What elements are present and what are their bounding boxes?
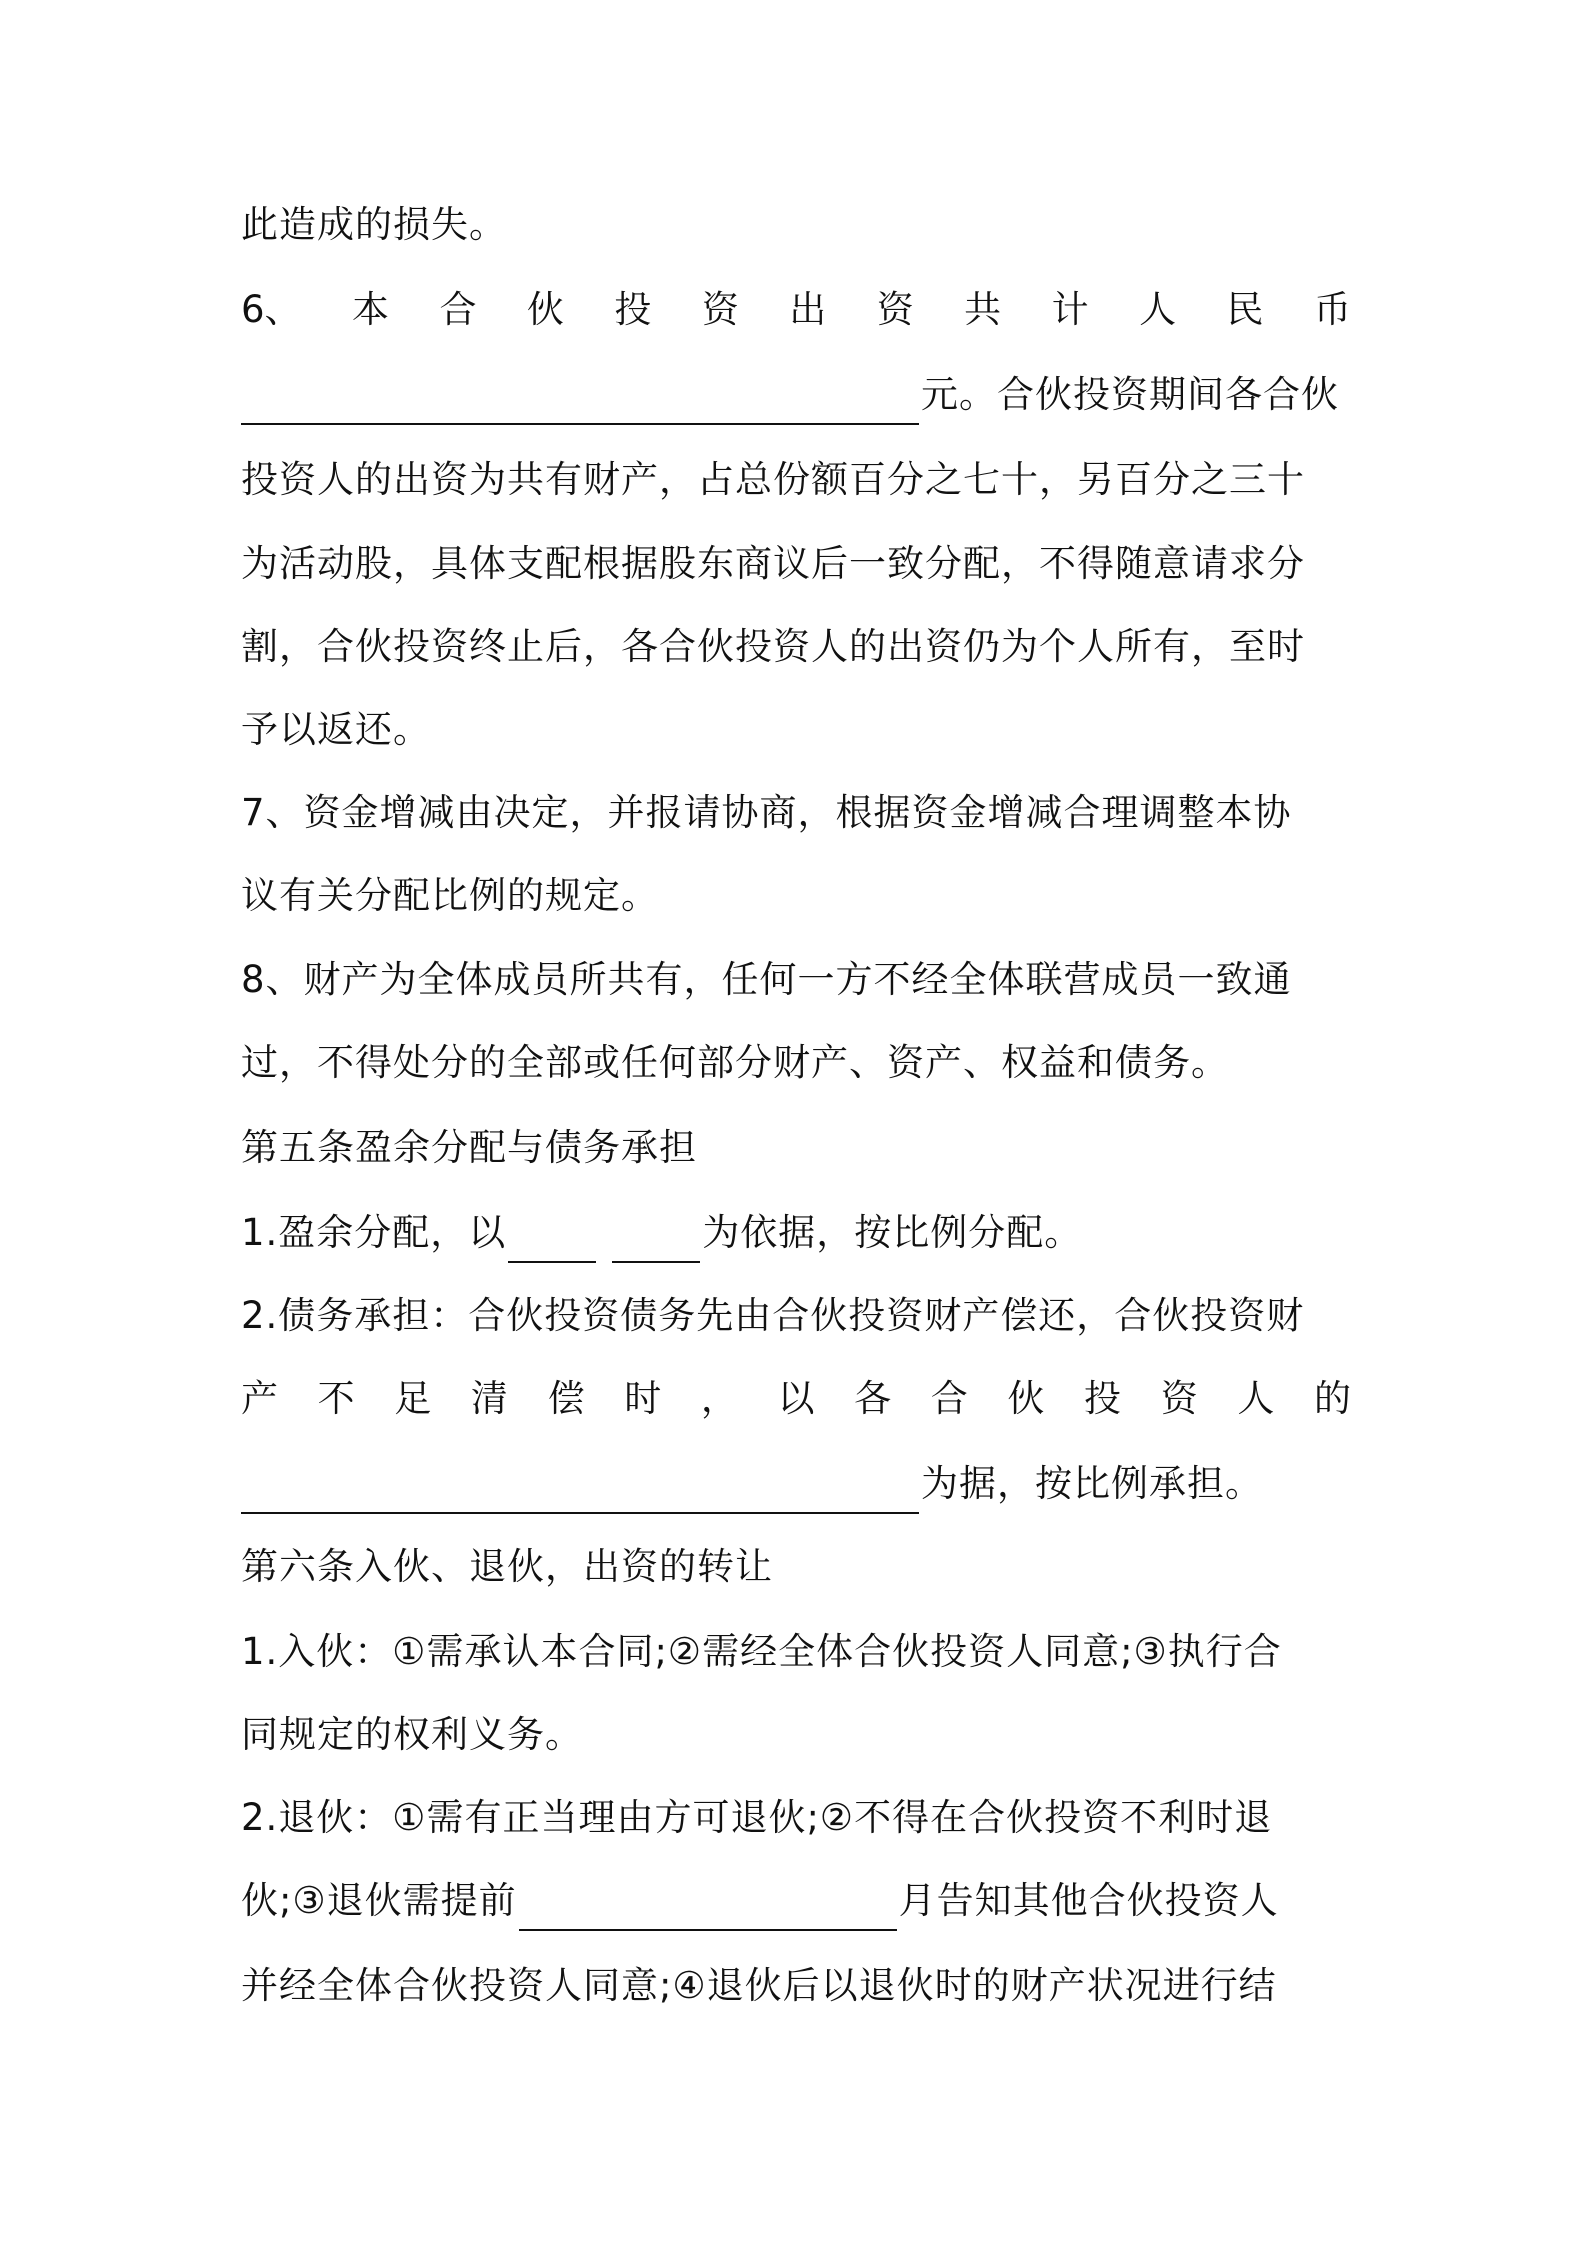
char: 6、 xyxy=(241,288,302,331)
char: 出 xyxy=(789,288,827,331)
line-2 xyxy=(241,280,1351,340)
char: 偿 xyxy=(547,1377,585,1420)
char: ， xyxy=(700,1377,738,1420)
ratio-blank xyxy=(241,1476,919,1514)
line-22: 并经全体合伙投资人同意;④退伙后以退伙时的财产状况进行结 xyxy=(241,1964,1277,2007)
char: 共 xyxy=(964,288,1002,331)
line-8: 7、资金增减由决定，并报请协商，根据资金增减合理调整本协 xyxy=(241,791,1292,834)
char: 本 xyxy=(352,288,389,331)
char: 时 xyxy=(624,1377,662,1420)
line-1: 此造成的损失。 xyxy=(241,203,507,246)
char: 产 xyxy=(241,1377,278,1420)
line-20: 2.退伙：①需有正当理由方可退伙;②不得在合伙投资不利时退 xyxy=(241,1796,1273,1839)
char: 民 xyxy=(1226,288,1264,331)
line-19: 同规定的权利义务。 xyxy=(241,1713,583,1756)
char: 计 xyxy=(1051,288,1089,331)
char: 各 xyxy=(854,1377,892,1420)
line-14: 2.债务承担：合伙投资债务先由合伙投资财产偿还，合伙投资财 xyxy=(241,1294,1305,1337)
line-21-text-before: 伙;③退伙需提前 xyxy=(241,1879,517,1922)
char: 不 xyxy=(317,1377,355,1420)
char: 人 xyxy=(1237,1377,1275,1420)
char: 合 xyxy=(930,1377,968,1420)
char: 投 xyxy=(1084,1377,1122,1420)
char: 投 xyxy=(614,288,652,331)
char: 的 xyxy=(1313,1377,1351,1420)
line-21-text-after: 月告知其他合伙投资人 xyxy=(898,1879,1279,1922)
line-15 xyxy=(241,1369,1351,1429)
months-blank xyxy=(519,1893,897,1931)
amount-blank xyxy=(241,387,919,425)
basis-blank-2 xyxy=(612,1225,700,1263)
char: 清 xyxy=(470,1377,508,1420)
basis-blank-1 xyxy=(508,1225,596,1263)
line-3 xyxy=(241,365,1351,425)
char: 伙 xyxy=(526,288,564,331)
char: 伙 xyxy=(1007,1377,1045,1420)
line-10: 8、财产为全体成员所共有，任何一方不经全体联营成员一致通 xyxy=(241,958,1292,1001)
section-heading-6: 第六条入伙、退伙，出资的转让 xyxy=(241,1545,773,1588)
line-4: 投资人的出资为共有财产，占总份额百分之七十，另百分之三十 xyxy=(241,458,1305,501)
line-9: 议有关分配比例的规定。 xyxy=(241,874,659,917)
char: 人 xyxy=(1139,288,1177,331)
line-7: 予以返还。 xyxy=(241,708,431,751)
char: 资 xyxy=(876,288,914,331)
line-3-text: 元。合伙投资期间各合伙 xyxy=(921,373,1339,416)
line-6: 割，合伙投资终止后，各合伙投资人的出资仍为个人所有，至时 xyxy=(241,625,1305,668)
line-16 xyxy=(241,1454,1351,1514)
line-21 xyxy=(241,1871,1351,1931)
char: 以 xyxy=(777,1377,815,1420)
char: 足 xyxy=(394,1377,432,1420)
line-5: 为活动股，具体支配根据股东商议后一致分配，不得随意请求分 xyxy=(241,542,1305,585)
char: 资 xyxy=(701,288,739,331)
char: 资 xyxy=(1160,1377,1198,1420)
char: 合 xyxy=(439,288,477,331)
line-16-text: 为据，按比例承担。 xyxy=(921,1462,1263,1505)
line-18: 1.入伙：①需承认本合同;②需经全体合伙投资人同意;③执行合 xyxy=(241,1630,1282,1673)
line-13 xyxy=(241,1203,1351,1263)
section-heading-5: 第五条盈余分配与债务承担 xyxy=(241,1126,697,1169)
line-13-text-after: 为依据，按比例分配。 xyxy=(702,1211,1083,1254)
char: 币 xyxy=(1313,288,1351,331)
line-11: 过，不得处分的全部或任何部分财产、资产、权益和债务。 xyxy=(241,1041,1229,1084)
line-13-text-before: 1.盈余分配，以 xyxy=(241,1211,507,1254)
